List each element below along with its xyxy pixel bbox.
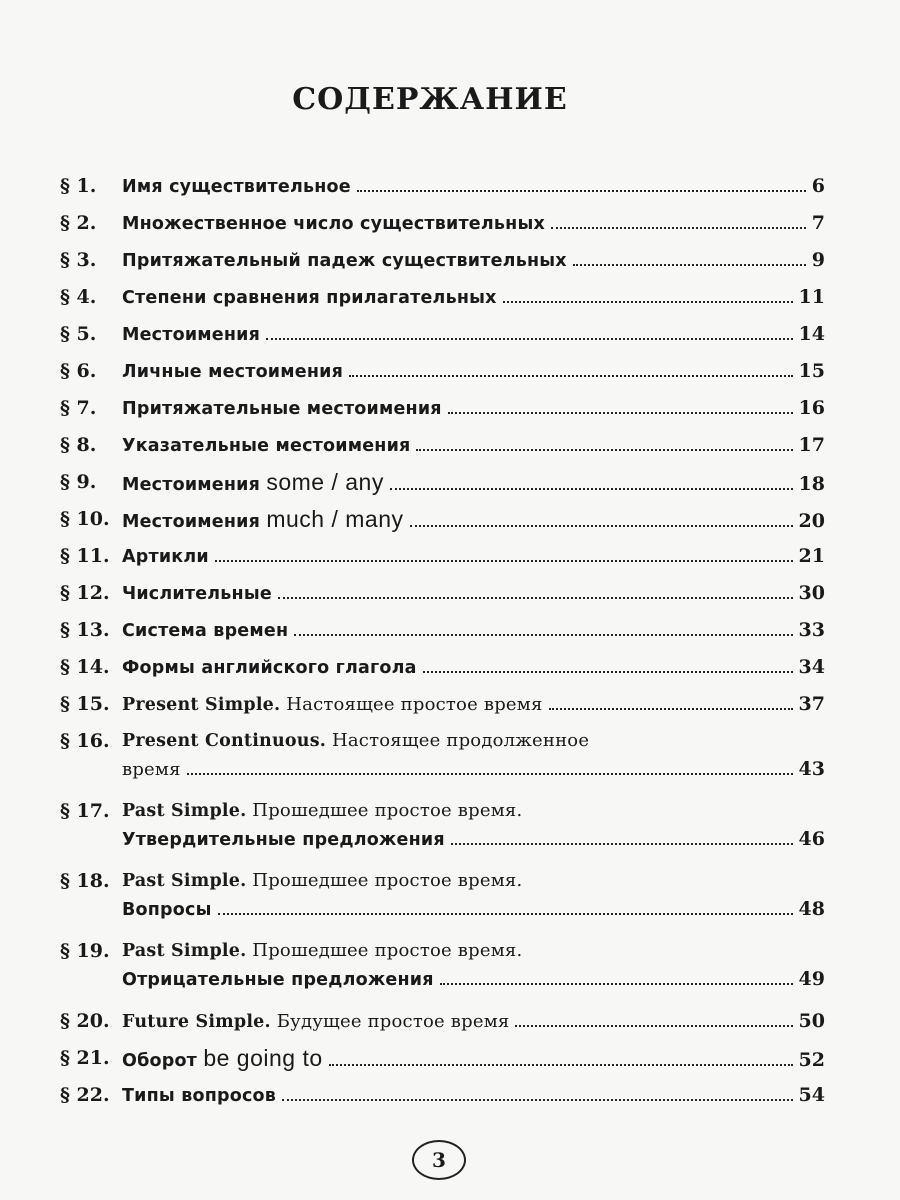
- entry-title: [122, 468, 384, 499]
- entry-page-number: 37: [798, 693, 825, 715]
- section-number: § 15.: [60, 693, 110, 715]
- entry-page-number: 6: [811, 175, 825, 197]
- section-number: § 1.: [60, 175, 97, 197]
- toc-entry: [60, 1044, 825, 1081]
- entry-text-part: Прошедшее простое время.: [246, 870, 523, 891]
- entry-title: [122, 580, 272, 608]
- section-number: § 20.: [60, 1010, 110, 1032]
- section-number: § 17.: [60, 800, 110, 822]
- entry-text-part: Утвердительные предложения: [122, 830, 445, 850]
- entry-text-part: Местоимения: [122, 475, 267, 495]
- section-number: § 11.: [60, 545, 110, 567]
- entry-text-part: время: [122, 759, 181, 780]
- entry-text-part: Present Continuous.: [122, 731, 327, 751]
- dot-leader: [282, 1083, 793, 1101]
- entry-text-part: Past Simple.: [122, 871, 247, 891]
- section-number: § 18.: [60, 870, 110, 892]
- entry-text-part: Личные местоимения: [122, 362, 344, 382]
- entry-page-number: 15: [798, 360, 825, 382]
- entry-title: [122, 654, 417, 682]
- dot-leader: [187, 757, 793, 775]
- entry-text-part: Артикли: [122, 547, 209, 567]
- entry-page-number: 33: [798, 619, 825, 641]
- entry-title: [122, 505, 404, 536]
- entry-text-part: Будущее простое время: [270, 1011, 510, 1032]
- dot-leader: [573, 248, 806, 266]
- entry-text-part: Степени сравнения прилагательных: [122, 288, 497, 308]
- toc-entry: [60, 1007, 825, 1044]
- section-number: § 13.: [60, 619, 110, 641]
- section-number: § 6.: [60, 360, 97, 382]
- entry-text-part: Past Simple.: [122, 941, 247, 961]
- toc-entry: [60, 867, 825, 937]
- entry-title: [122, 432, 410, 460]
- toc-entry: [60, 542, 825, 579]
- entry-page-number: 7: [811, 212, 825, 234]
- toc-entry: [60, 616, 825, 653]
- entry-text-part: Притяжательный падеж существительных: [122, 251, 567, 271]
- toc-entry: [60, 209, 825, 246]
- toc-entry: [60, 468, 825, 505]
- entry-page-number: 30: [798, 582, 825, 604]
- entry-page-number: 20: [798, 510, 825, 532]
- entry-text-part: Отрицательные предложения: [122, 970, 434, 990]
- section-number: § 5.: [60, 323, 97, 345]
- section-number: § 2.: [60, 212, 97, 234]
- section-number: § 12.: [60, 582, 110, 604]
- entry-title: [122, 691, 543, 719]
- entry-text-part: be going to: [203, 1045, 323, 1071]
- dot-leader: [215, 544, 793, 562]
- section-number: § 7.: [60, 397, 97, 419]
- entry-text-part: Future Simple.: [122, 1012, 271, 1032]
- toc-entry: [60, 320, 825, 357]
- section-number: § 4.: [60, 286, 97, 308]
- entry-page-number: 49: [798, 968, 825, 990]
- dot-leader: [515, 1009, 792, 1027]
- dot-leader: [390, 472, 793, 490]
- entry-title: [122, 756, 181, 784]
- toc-entry: [60, 727, 825, 797]
- entry-title: [122, 1008, 509, 1036]
- entry-title-line1: [122, 937, 825, 965]
- entry-title-line1: [122, 797, 825, 825]
- dot-leader: [416, 433, 792, 451]
- entry-text-part: Present Simple.: [122, 695, 281, 715]
- entry-text-part: Формы английского глагола: [122, 658, 417, 678]
- entry-text-part: Имя существительное: [122, 177, 351, 197]
- dot-leader: [294, 618, 792, 636]
- entry-title: [122, 284, 497, 312]
- entry-text-part: Настоящее простое время: [280, 694, 543, 715]
- dot-leader: [503, 285, 793, 303]
- entry-page-number: 17: [798, 434, 825, 456]
- dot-leader: [329, 1048, 793, 1066]
- section-number: § 10.: [60, 508, 110, 530]
- entry-page-number: 54: [798, 1084, 825, 1106]
- entry-title-line1: [122, 867, 825, 895]
- entry-title: [122, 210, 545, 238]
- section-number: § 22.: [60, 1084, 110, 1106]
- section-number: § 14.: [60, 656, 110, 678]
- entry-text-part: Притяжательные местоимения: [122, 399, 442, 419]
- dot-leader: [266, 322, 792, 340]
- entry-page-number: 14: [798, 323, 825, 345]
- entry-title: [122, 1082, 276, 1110]
- section-number: § 3.: [60, 249, 97, 271]
- entry-page-number: 11: [798, 286, 825, 308]
- entry-page-number: 50: [798, 1010, 825, 1032]
- toc-entry: [60, 172, 825, 209]
- toc-entry: [60, 579, 825, 616]
- toc-entry: [60, 283, 825, 320]
- entry-title: [122, 896, 212, 924]
- entry-text-part: Система времен: [122, 621, 289, 641]
- entry-page-number: 48: [798, 898, 825, 920]
- toc-entry: [60, 246, 825, 283]
- toc-entry: [60, 653, 825, 690]
- dot-leader: [448, 396, 793, 414]
- entry-text-part: Оборот: [122, 1051, 204, 1071]
- entry-text-part: Прошедшее простое время.: [246, 940, 523, 961]
- entry-title: [122, 543, 209, 571]
- entry-text-part: Числительные: [122, 584, 272, 604]
- toc-entry: [60, 394, 825, 431]
- section-number: § 21.: [60, 1047, 110, 1069]
- dot-leader: [218, 897, 793, 915]
- toc-entry: [60, 1081, 825, 1118]
- entry-text-part: Past Simple.: [122, 801, 247, 821]
- entry-text-part: much / many: [266, 506, 404, 532]
- entry-text-part: Настоящее продолженное: [326, 730, 590, 751]
- entry-text-part: Прошедшее простое время.: [246, 800, 523, 821]
- dot-leader: [349, 359, 793, 377]
- page-number: 3: [412, 1140, 466, 1180]
- entry-page-number: 9: [811, 249, 825, 271]
- entry-page-number: 16: [798, 397, 825, 419]
- dot-leader: [451, 827, 793, 845]
- entry-page-number: 43: [798, 758, 825, 780]
- dot-leader: [551, 211, 806, 229]
- entry-title: [122, 358, 343, 386]
- entry-title: [122, 966, 434, 994]
- entry-page-number: 21: [798, 545, 825, 567]
- dot-leader: [278, 581, 793, 599]
- entry-title: [122, 1044, 323, 1075]
- entry-text-part: Множественное число существительных: [122, 214, 545, 234]
- entry-text-part: Типы вопросов: [122, 1086, 277, 1106]
- toc-entry: [60, 505, 825, 542]
- entry-page-number: 18: [798, 473, 825, 495]
- entry-text-part: Местоимения: [122, 325, 261, 345]
- table-of-contents: [60, 172, 825, 1118]
- entry-text-part: Указательные местоимения: [122, 436, 411, 456]
- entry-title-line1: [122, 727, 825, 755]
- entry-page-number: 34: [798, 656, 825, 678]
- dot-leader: [357, 174, 806, 192]
- toc-entry: [60, 431, 825, 468]
- entry-page-number: 46: [798, 828, 825, 850]
- toc-entry: [60, 357, 825, 394]
- entry-title: [122, 826, 445, 854]
- entry-title: [122, 321, 260, 349]
- toc-entry: [60, 690, 825, 727]
- section-number: § 19.: [60, 940, 110, 962]
- entry-text-part: Вопросы: [122, 900, 212, 920]
- entry-title: [122, 617, 288, 645]
- section-number: § 16.: [60, 730, 110, 752]
- toc-entry: [60, 937, 825, 1007]
- entry-text-part: some / any: [266, 469, 384, 495]
- toc-entry: [60, 797, 825, 867]
- section-number: § 9.: [60, 471, 97, 493]
- dot-leader: [423, 655, 793, 673]
- page-title: СОДЕРЖАНИЕ: [292, 82, 568, 118]
- entry-title: [122, 173, 351, 201]
- entry-page-number: 52: [798, 1049, 825, 1071]
- entry-text-part: Местоимения: [122, 512, 267, 532]
- entry-title: [122, 395, 442, 423]
- dot-leader: [549, 692, 793, 710]
- entry-title: [122, 247, 567, 275]
- dot-leader: [440, 967, 793, 985]
- section-number: § 8.: [60, 434, 97, 456]
- dot-leader: [410, 509, 793, 527]
